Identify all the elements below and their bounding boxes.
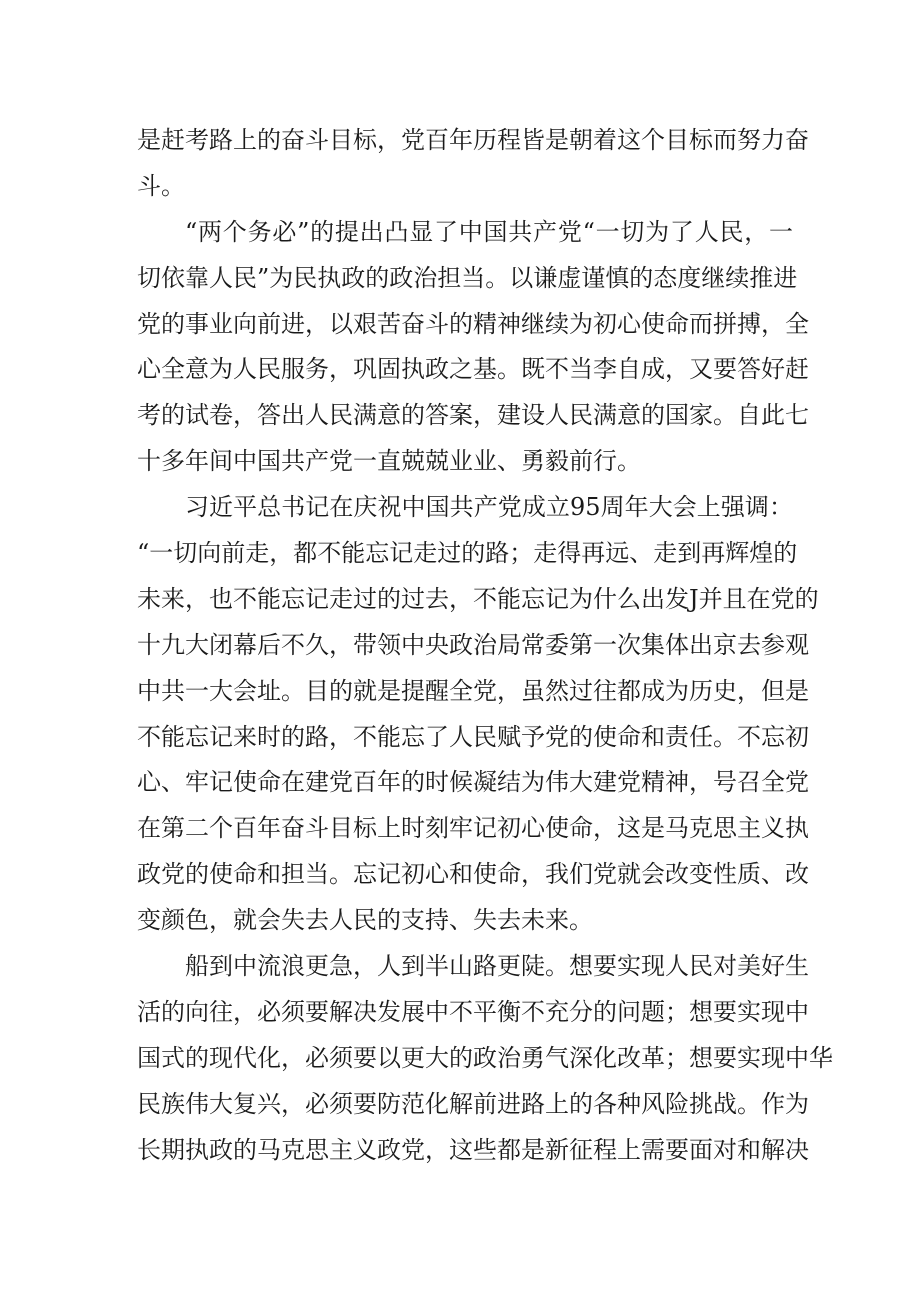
text-line: 心全意为人民服务，巩固执政之基。既不当李自成，又要答好赶: [137, 355, 809, 384]
text-line: 党的事业向前进，以艰苦奋斗的精神继续为初心使命而拼搏，全: [137, 309, 809, 338]
text-line: 长期执政的马克思主义政党，这些都是新征程上需要面对和解决: [137, 1135, 809, 1164]
text-line: 是赶考路上的奋斗目标，党百年历程皆是朝着这个目标而努力奋: [137, 126, 809, 154]
text-line: 切依靠人民”为民执政的政治担当。以谦虚谨慎的态度继续推进: [137, 263, 798, 292]
text-line: 未来，也不能忘记走过的过去，不能忘记为什么出发J并且在党的: [137, 584, 819, 613]
text-line: 十多年间中国共产党一直兢兢业业、勇毅前行。: [137, 447, 641, 476]
text-line: “一切向前走，都不能忘记走过的路；走得再远、走到再辉煌的: [137, 539, 798, 568]
text-line: 民族伟大复兴，必须要防范化解前进路上的各种风险挑战。作为: [137, 1089, 809, 1118]
text-line: 政党的使命和担当。忘记初心和使命，我们党就会改变性质、改: [137, 860, 809, 889]
paragraph-start-line: 船到中流浪更急，人到半山路更陡。想要实现人民对美好生: [185, 952, 809, 981]
body-text: [137, 118, 833, 1173]
paragraph-start-line: 习近平总书记在庆祝中国共产党成立95周年大会上强调：: [185, 493, 793, 522]
text-line: 国式的现代化，必须要以更大的政治勇气深化改革；想要实现中华: [137, 1043, 833, 1072]
text-line: 考的试卷，答出人民满意的答案，建设人民满意的国家。自此七: [137, 401, 809, 430]
text-line: 心、牢记使命在建党百年的时候凝结为伟大建党精神，号召全党: [137, 768, 809, 797]
paragraph-start-line: “两个务必”的提出凸显了中国共产党“一切为了人民，一: [185, 217, 793, 246]
text-line: 变颜色，就会失去人民的支持、失去未来。: [137, 906, 593, 935]
text-line: 十九大闭幕后不久，带领中央政治局常委第一次集体出京去参观: [137, 630, 809, 659]
text-line: 斗。: [137, 171, 185, 200]
text-line: 不能忘记来时的路，不能忘了人民赋予党的使命和责任。不忘初: [137, 722, 809, 751]
text-line: 活的向往，必须要解决发展中不平衡不充分的问题；想要实现中: [137, 997, 809, 1026]
text-line: 中共一大会址。目的就是提醒全党，虽然过往都成为历史，但是: [137, 676, 809, 705]
text-line: 在第二个百年奋斗目标上时刻牢记初心使命，这是马克思主义执: [137, 814, 809, 843]
